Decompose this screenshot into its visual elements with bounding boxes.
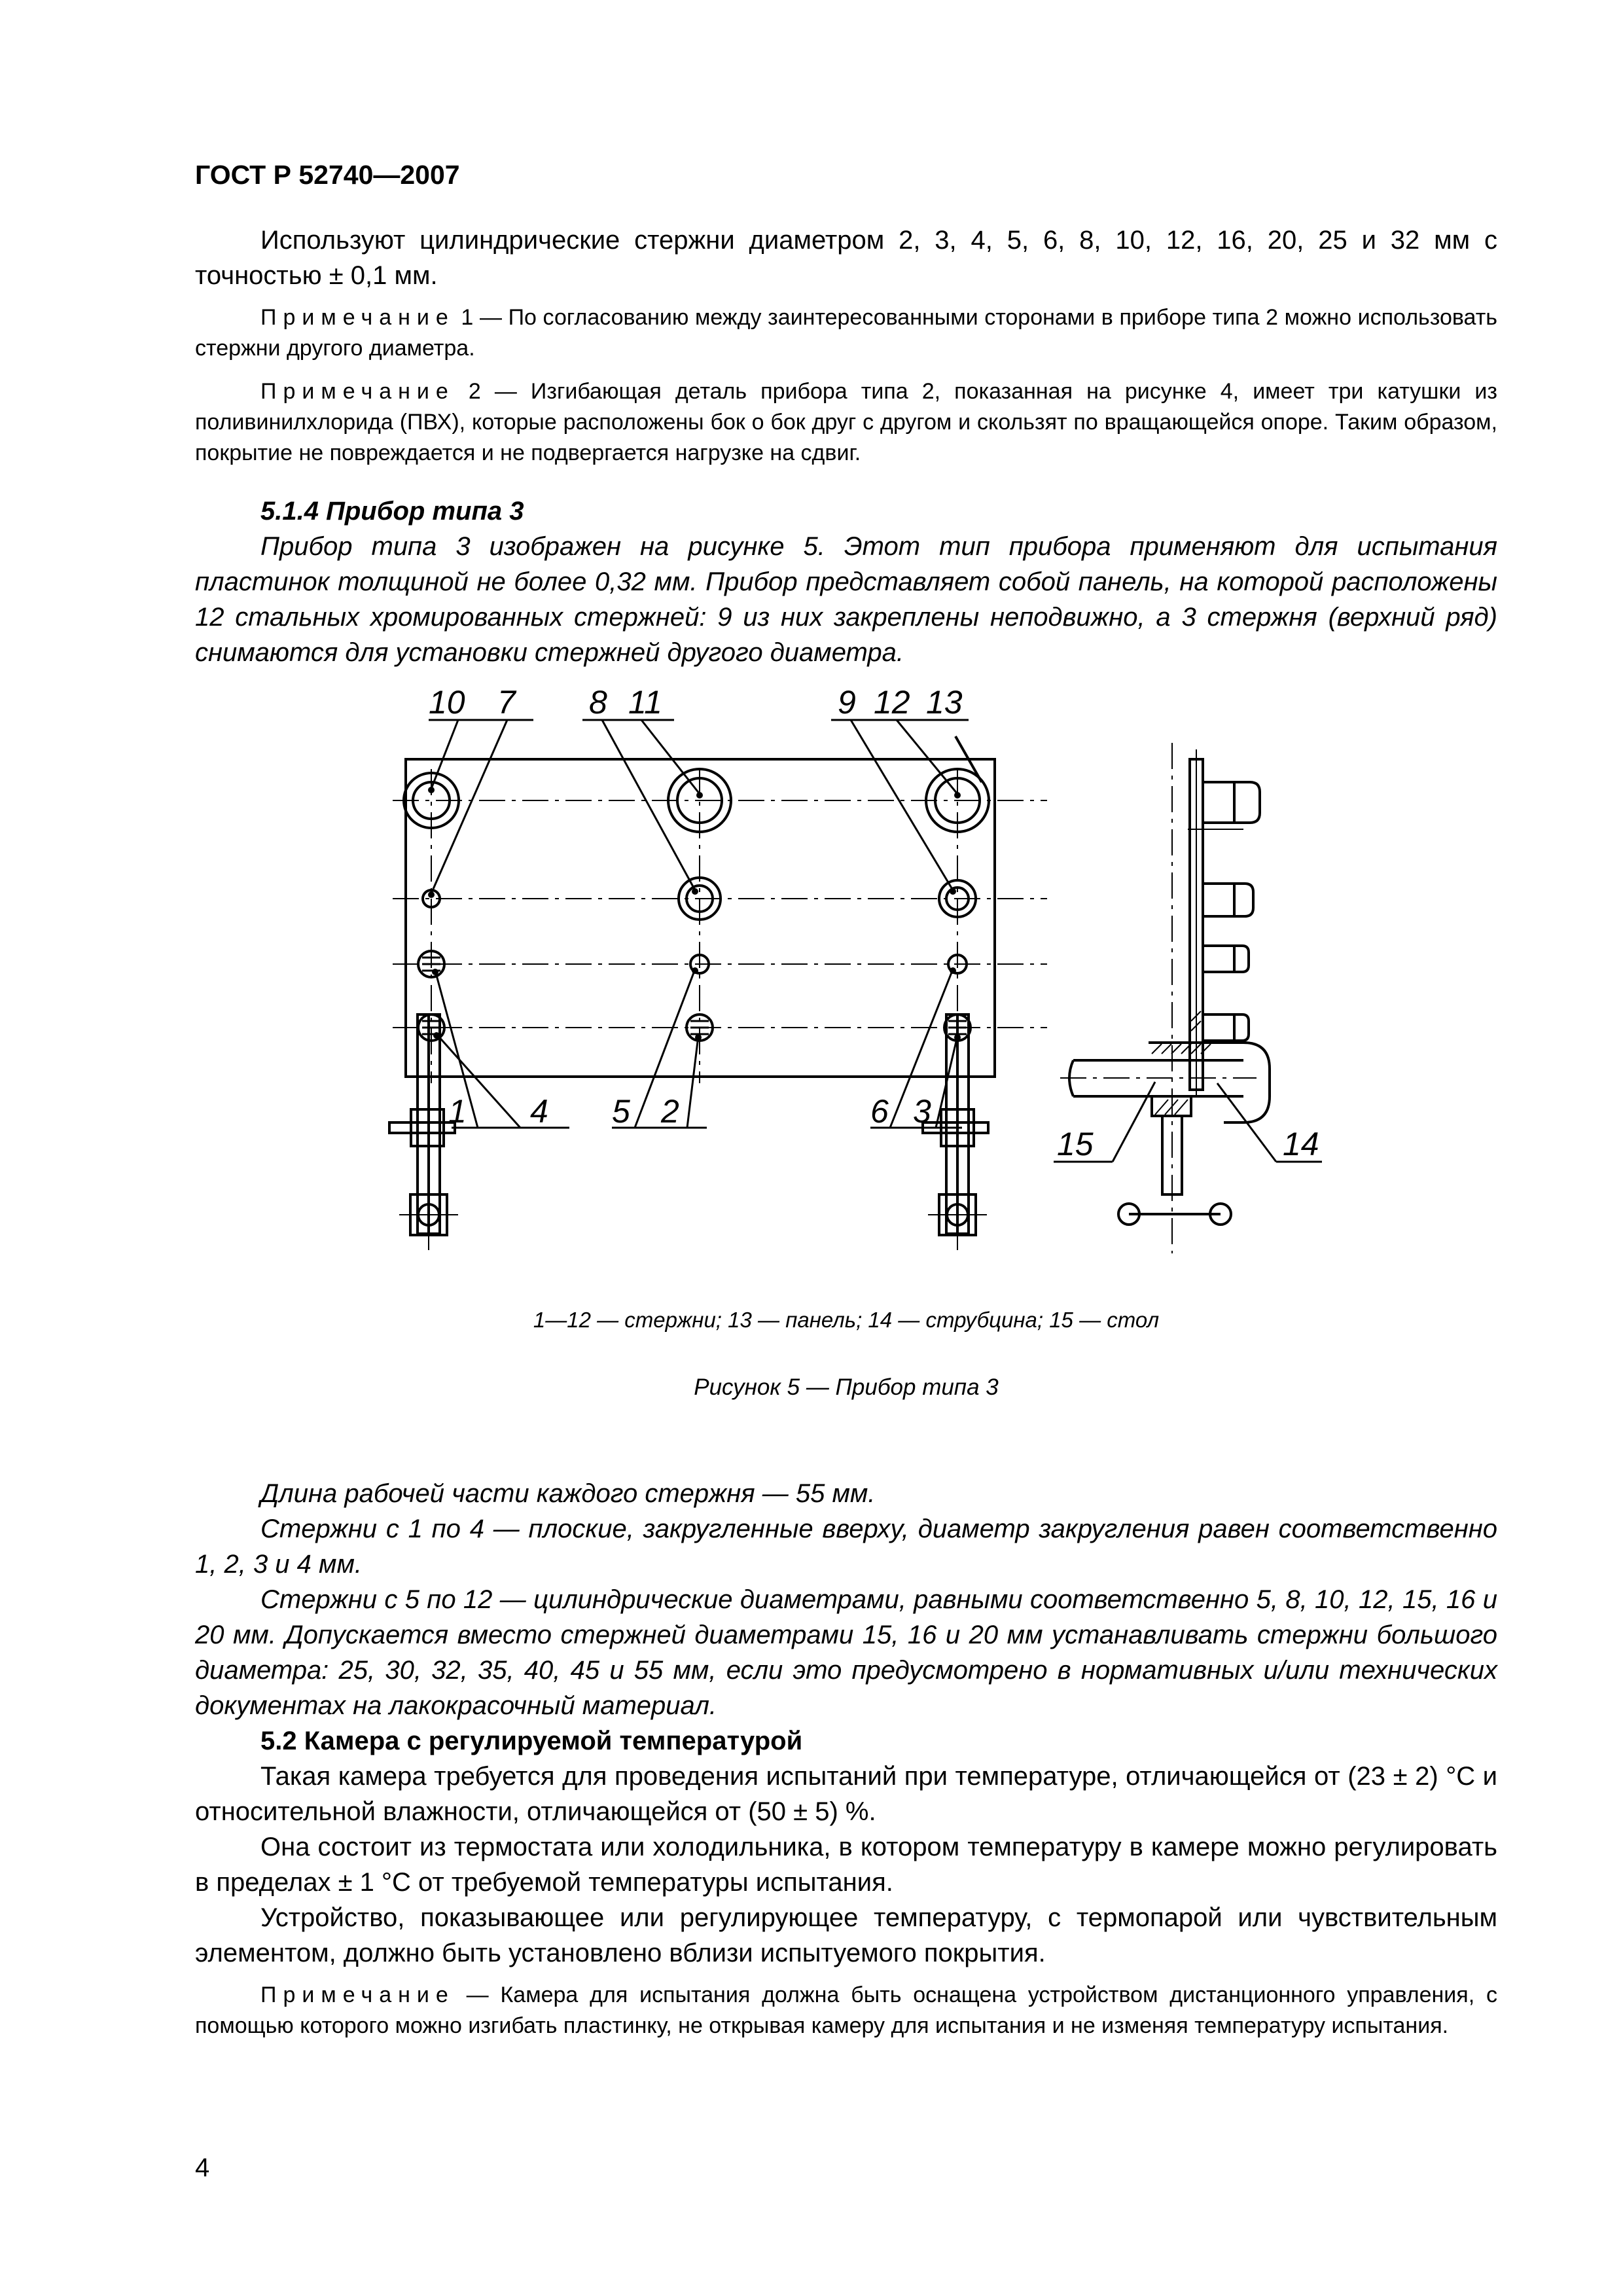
paragraph-52c: Устройство, показывающее или регулирующее температуру, с термопарой или чувствительным элементом, должно быть установлено вблизи испытуемого покрытия. [195,1903,1497,1967]
note-2 [195,376,1497,469]
label-9: 9 [838,684,856,721]
section-heading-514: 5.1.4 Прибор типа 3 [260,497,524,526]
paragraph-diameters: Используют цилиндрические стержни диаметром 2, 3, 4, 5, 6, 8, 10, 12, 16, 20, 25 и 32 мм с точностью ± 0,1 мм. [195,226,1497,290]
section-heading-52: 5.2 Камера с регулируемой температурой [260,1727,803,1755]
note-3 [195,1980,1497,2041]
label-14: 14 [1283,1126,1319,1162]
label-5: 5 [612,1093,630,1130]
figure-legend: 1—12 — стержни; 13 — панель; 14 — струбцина; 15 — стол [533,1308,1160,1332]
paragraph-flat-rods: Стержни с 1 по 4 — плоские, закругленные вверху, диаметр закругления равен соответственно 1, 2, 3 и 4 мм. [195,1515,1497,1579]
paragraph-rod-length: Длина рабочей части каждого стержня — 55 мм. [260,1479,876,1508]
label-4: 4 [530,1093,548,1130]
label-13: 13 [926,684,963,721]
page-number: 4 [195,2153,210,2182]
label-8: 8 [589,684,607,721]
label-1: 1 [448,1093,467,1130]
figure-caption: Рисунок 5 — Прибор типа 3 [694,1374,999,1400]
label-7: 7 [497,684,516,721]
label-10: 10 [429,684,465,721]
paragraph-cylindrical-rods: Стержни с 5 по 12 — цилиндрические диаметрами, равными соответственно 5, 8, 10, 12, 15, 16 и 20 мм. Допускается вместо стержней диаметрами 15, 16 и 20 мм устанавливать стержни большого диаметра: 25, 30, 32, 35, 40, 45 и 55 мм, если это предусмотрено в нормативных и/или технических документах на лакокрасочный материал. [195,1585,1497,1720]
note-3-text: — Камера для испытания должна быть оснащена устройством дистанционного управления, с помощью которого можно изгибать пластинку, не открывая камеру для испытания и не изменяя температуру испытания. [195,1982,1497,2038]
label-12: 12 [874,684,910,721]
note-2-label: Примечание [260,379,455,404]
label-11: 11 [628,684,662,721]
note-1-text: 1 — По согласованию между заинтересованными сторонами в приборе типа 2 можно использовать стержни другого диаметра. [195,305,1497,361]
paragraph-52b: Она состоит из термостата или холодильника, в котором температуру в камере можно регулировать в пределах ± 1 °С от требуемой температуры испытания. [195,1833,1497,1897]
paragraph-514: Прибор типа 3 изображен на рисунке 5. Этот тип прибора применяют для испытания пластинок толщиной не более 0,32 мм. Прибор представляет собой панель, на которой расположены 12 стальных хромированных стержней: 9 из них закреплены неподвижно, а 3 стержня (верхний ряд) снимаются для установки стержней другого диаметра. [195,532,1497,667]
document-header: ГОСТ Р 52740—2007 [195,160,460,190]
figure-5-drawing [380,677,1322,1266]
note-1-label: Примечание [260,305,455,330]
label-2: 2 [661,1093,679,1130]
note-3-label: Примечание [260,1982,455,2007]
note-2-text: 2 — Изгибающая деталь прибора типа 2, показанная на рисунке 4, имеет три катушки из поливинилхлорида (ПВХ), которые расположены бок о бок друг с другом и скользят по вращающейся опоре. Таким образом, покрытие не повреждается и не подвергается нагрузке на сдвиг. [195,379,1497,465]
label-15: 15 [1057,1126,1094,1162]
label-6: 6 [870,1093,889,1130]
paragraph-52a: Такая камера требуется для проведения испытаний при температуре, отличающейся от (23 ± 2) °С и относительной влажности, отличающейся от (50 ± 5) %. [195,1762,1497,1826]
note-1 [195,302,1497,364]
label-3: 3 [913,1093,931,1130]
